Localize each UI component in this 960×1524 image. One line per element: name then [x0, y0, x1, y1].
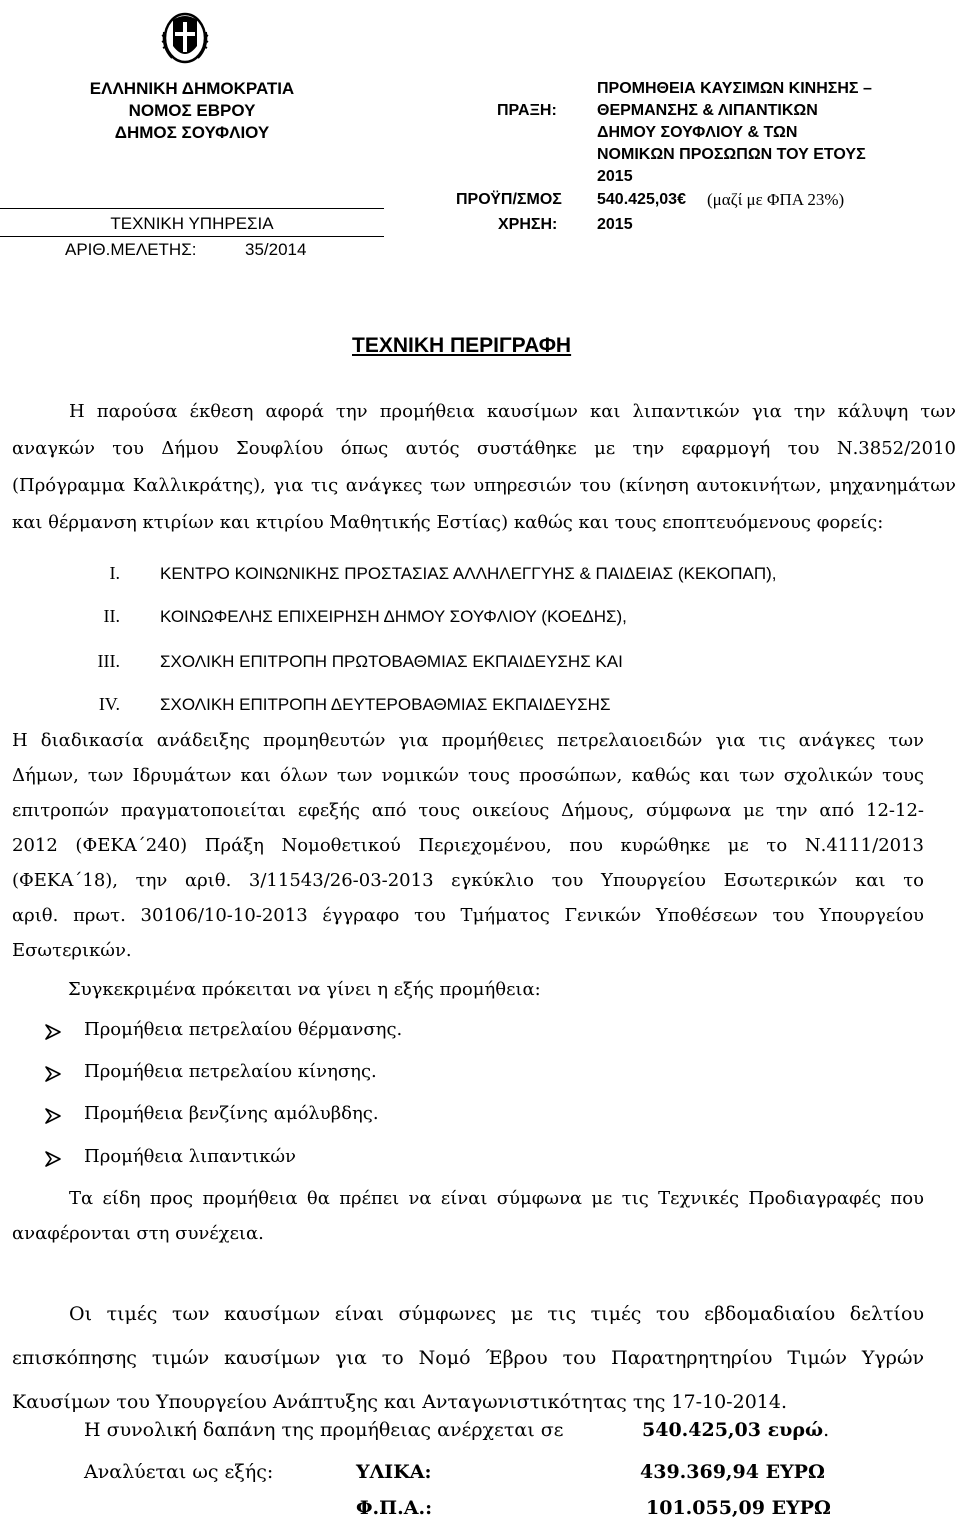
- greek-emblem-icon: [158, 2, 212, 66]
- entity-text: ΣΧΟΛΙΚΗ ΕΠΙΤΡΟΠΗ ΠΡΩΤΟΒΑΘΜΙΑΣ ΕΚΠΑΙΔΕΥΣΗΣ ΚΑΙ: [160, 652, 623, 671]
- prices-paragraph: [12, 1292, 924, 1424]
- arrow-bullet-icon: [44, 1150, 62, 1168]
- paragraph-line: Εσωτερικών.: [12, 940, 132, 961]
- paragraph-line: αριθ. πρωτ. 30106/10-10-2013 έγγραφο του Τμήματος Γενικών Υποθέσεων του Υπουργείου: [12, 905, 924, 926]
- breakdown-item-name: Φ.Π.Α.:: [356, 1497, 433, 1519]
- intro-paragraph: [12, 393, 956, 541]
- header-service: ΤΕΧΝΙΚΗ ΥΠΗΡΕΣΙΑ: [110, 214, 274, 233]
- arrow-bullet-icon: [44, 1107, 62, 1125]
- breakdown-item-name: ΥΛΙΚΑ:: [356, 1461, 432, 1483]
- entity-number: III.: [97, 651, 120, 671]
- supply-item: Προμήθεια λιπαντικών: [84, 1146, 296, 1167]
- praxi-line: ΠΡΟΜΗΘΕΙΑ ΚΑΥΣΙΜΩΝ ΚΙΝΗΣΗΣ –: [597, 80, 872, 97]
- total-period: .: [823, 1419, 830, 1441]
- header-divider: [0, 236, 384, 237]
- arrow-bullet-icon: [44, 1023, 62, 1041]
- paragraph-line: Η διαδικασία ανάδειξης προμηθευτών για προμήθειες πετρελαιοειδών για τις ανάγκες των: [12, 730, 924, 751]
- header-prefecture: ΝΟΜΟΣ ΕΒΡΟΥ: [128, 101, 256, 120]
- paragraph-line: Καυσίμων του Υπουργείου Ανάπτυξης και Ανταγωνιστικότητας της 17-10-2014.: [12, 1391, 787, 1413]
- study-number-label: ΑΡΙΘ.ΜΕΛΕΤΗΣ:: [65, 240, 197, 259]
- entity-number: II.: [103, 606, 120, 626]
- supply-item: Προμήθεια πετρελαίου κίνησης.: [84, 1061, 377, 1082]
- paragraph-line: επισκόπησης τιμών καυσίμων για το Νομό Έβρου του Παρατηρητηρίου Τιμών Υγρών: [12, 1347, 924, 1369]
- header-divider: [0, 208, 384, 209]
- study-number: 35/2014: [245, 240, 307, 259]
- process-paragraph: [12, 723, 924, 968]
- entity-number: IV.: [98, 694, 120, 714]
- breakdown-label: Αναλύεται ως εξής:: [84, 1461, 274, 1483]
- budget-label: ΠΡΟΫΠ/ΣΜΟΣ: [456, 191, 562, 208]
- paragraph-line: Η παρούσα έκθεση αφορά την προμήθεια καυσίμων και λιπαντικών για την κάλυψη των: [69, 401, 956, 422]
- total-label: Η συνολική δαπάνη της προμήθειας ανέρχεται σε: [84, 1419, 564, 1441]
- paragraph-line: (Πρόγραμμα Καλλικράτης), για τις ανάγκες των υπηρεσιών του (κίνηση αυτοκινήτων, μηχανημάτων: [12, 475, 956, 496]
- specs-paragraph: [12, 1181, 924, 1251]
- praxi-line: ΘΕΡΜΑΝΣΗΣ & ΛΙΠΑΝΤΙΚΩΝ: [597, 102, 818, 119]
- arrow-bullet-icon: [44, 1065, 62, 1083]
- praxi-line: ΝΟΜΙΚΩΝ ΠΡΟΣΩΠΩΝ ΤΟΥ ΕΤΟΥΣ: [597, 146, 866, 163]
- paragraph-line: Οι τιμές των καυσίμων είναι σύμφωνες με τις τιμές του εβδομαδιαίου δελτίου: [69, 1303, 924, 1325]
- praxi-line: ΔΗΜΟΥ ΣΟΥΦΛΙΟΥ & ΤΩΝ: [597, 124, 798, 141]
- entity-text: ΚΕΝΤΡΟ ΚΟΙΝΩΝΙΚΗΣ ΠΡΟΣΤΑΣΙΑΣ ΑΛΛΗΛΕΓΓΥΗΣ & ΠΑΙΔΕΙΑΣ (ΚΕΚΟΠΑΠ),: [160, 564, 777, 583]
- paragraph-line: επιτροπών πραγματοποιείται εφεξής από τους οικείους Δήμους, σύμφωνα με την από 12-12-: [12, 800, 924, 821]
- header-municipality: ΔΗΜΟΣ ΣΟΥΦΛΙΟΥ: [114, 123, 270, 142]
- paragraph-line: αναγκών του Δήμου Σουφλίου όπως αυτός συστάθηκε με την εφαρμογή του Ν.3852/2010: [12, 438, 956, 459]
- entity-text: ΣΧΟΛΙΚΗ ΕΠΙΤΡΟΠΗ ΔΕΥΤΕΡΟΒΑΘΜΙΑΣ ΕΚΠΑΙΔΕΥΣΗΣ: [160, 695, 611, 714]
- specific-intro: Συγκεκριμένα πρόκειται να γίνει η εξής προμήθεια:: [68, 979, 541, 1000]
- entity-number: I.: [109, 563, 120, 583]
- paragraph-line: αναφέρονται στη συνέχεια.: [12, 1223, 264, 1244]
- breakdown-item-value: 439.369,94 ΕΥΡΩ: [640, 1461, 825, 1483]
- paragraph-line: Δήμων, των Ιδρυμάτων και όλων των νομικών τους προσώπων, καθώς και των σχολικών τους: [12, 765, 924, 786]
- total-amount: 540.425,03 ευρώ: [642, 1419, 824, 1441]
- paragraph-line: (ΦΕΚΑ΄18), την αριθ. 3/11543/26-03-2013 εγκύκλιο του Υπουργείου Εσωτερικών και το: [12, 870, 924, 891]
- paragraph-line: 2012 (ΦΕΚΑ΄240) Πράξη Νομοθετικού Περιεχομένου, που κυρώθηκε με το Ν.4111/2013: [12, 835, 924, 856]
- praxi-line: 2015: [597, 168, 633, 185]
- paragraph-line: Τα είδη προς προμήθεια θα πρέπει να είναι σύμφωνα με τις Τεχνικές Προδιαγραφές που: [69, 1188, 924, 1209]
- year-value: 2015: [597, 216, 633, 233]
- supply-item: Προμήθεια βενζίνης αμόλυβδης.: [84, 1103, 379, 1124]
- header-country: ΕΛΛΗΝΙΚΗ ΔΗΜΟΚΡΑΤΙΑ: [89, 79, 295, 98]
- budget-note: (μαζί με ΦΠΑ 23%): [707, 190, 845, 209]
- page-title: ΤΕΧΝΙΚΗ ΠΕΡΙΓΡΑΦΗ: [352, 334, 572, 357]
- praxi-label: ΠΡΑΞΗ:: [497, 102, 557, 119]
- entity-text: ΚΟΙΝΩΦΕΛΗΣ ΕΠΙΧΕΙΡΗΣΗ ΔΗΜΟΥ ΣΟΥΦΛΙΟΥ (ΚΟΕΔΗΣ),: [160, 607, 627, 626]
- breakdown-item-value: 101.055,09 ΕΥΡΩ: [646, 1497, 831, 1519]
- total-value: [642, 1419, 829, 1441]
- year-label: ΧΡΗΣΗ:: [498, 216, 558, 233]
- budget-value: 540.425,03€: [597, 191, 686, 208]
- supply-item: Προμήθεια πετρελαίου θέρμανσης.: [84, 1019, 403, 1040]
- paragraph-line: και θέρμανση κτιρίων και κτιρίου Μαθητικής Εστίας) καθώς και τους εποπτευόμενους φορείς:: [12, 512, 884, 533]
